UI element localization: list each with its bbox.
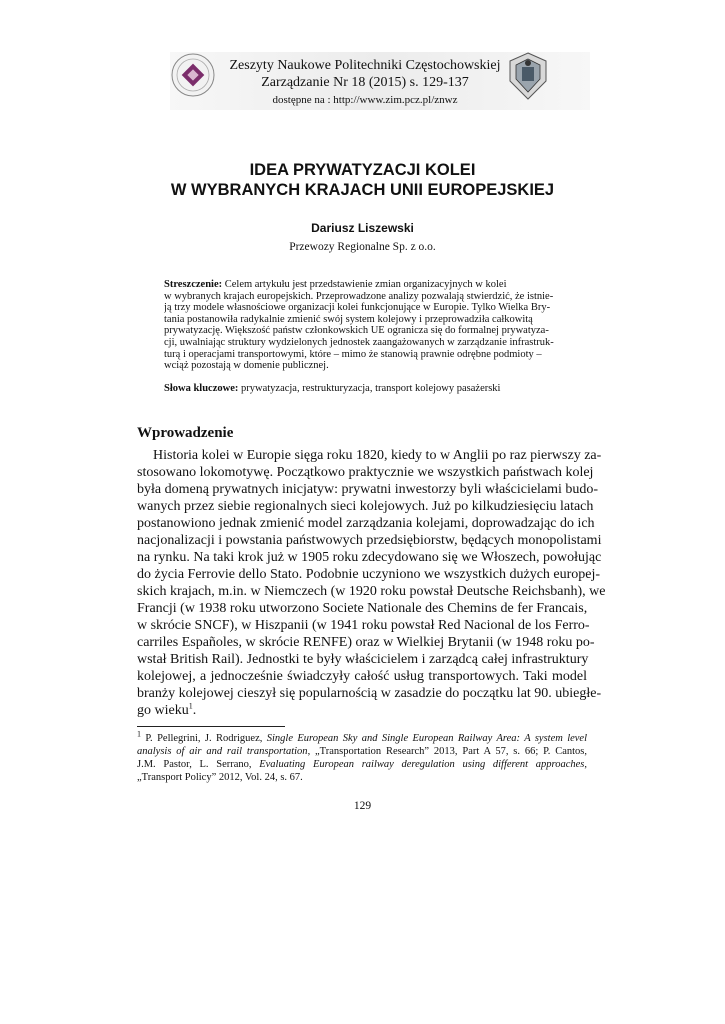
author-affiliation: Przewozy Regionalne Sp. z o.o. <box>289 241 436 253</box>
article-title-line1: IDEA PRYWATYZACJI KOLEI <box>249 161 476 179</box>
footnote-marker: 1 <box>137 729 141 739</box>
body-line-last: go wieku$^1$. <box>137 701 197 718</box>
body-line: skich krajach, m.in. w Niemczech (w 1920 roku powstał Deutsche Reichsbanh), we <box>137 584 606 599</box>
abstract-line: wciąż pozostają w domenie publicznej. <box>164 360 329 372</box>
abstract-line: tania postanowiła radykalnie zmienić swój system kolejowy i przeprowadziła całkowitą <box>164 313 533 325</box>
abstract-line: turą i operacjami transportowymi, które – mimo że stanowią prawnie odrębne podmioty – <box>164 348 542 360</box>
abstract-line: w wybranych krajach europejskich. Przeprowadzone analizy pozwalają stwierdzić, że istnie- <box>164 290 554 302</box>
journal-issue: Zarządzanie Nr 18 (2015) s. 129-137 <box>261 75 469 90</box>
body-line: w skrócie SNCF), w Hiszpanii (w 1941 roku powstał Red Nacional de los Ferro- <box>137 618 590 633</box>
journal-title: Zeszyty Naukowe Politechniki Częstochowskiej <box>229 58 501 73</box>
body-line: nacjonalizacji i powstania państwowych przedsiębiorstw, będących monopolistami <box>137 533 602 548</box>
body-line: do życia Ferrovie dello Stato. Podobnie uczyniono we wszystkich dużych europej- <box>137 567 601 582</box>
footnote-line: J.M. Pastor, L. Serrano, Evaluating European railway deregulation using different approaches, <box>137 759 587 770</box>
footnote-line: analysis of air and rail transportation, „Transportation Research” 2013, Part A 57, s. 66; P. Cantos, <box>137 746 587 757</box>
body-line: stosowano lokomotywę. Początkowo praktycznie we wszystkich państwach kolej <box>137 465 594 480</box>
body-line: branży kolejowej cieszył się popularnością w zasadzie do początku lat 90. ubiegłe- <box>137 686 602 701</box>
keywords: Słowa kluczowe: prywatyzacja, restrukturyzacja, transport kolejowy pasażerski <box>164 383 501 394</box>
body-line: carriles Españoles, w skrócie RENFE) oraz w Wielkiej Brytanii (w 1948 roku po- <box>137 635 595 650</box>
footnote-rule <box>137 726 285 727</box>
body-line: kolejowej, a jednocześnie świadczyły całość usług transportowych. Taki model <box>137 669 587 684</box>
abstract <box>164 279 564 372</box>
body-line: Francji (w 1938 roku utworzono Societe Nationale des Chemins de fer Francais, <box>137 601 588 616</box>
body-line: postanowiono jednak zmienić model zarządzania kolejami, doprowadzając do ich <box>137 516 595 531</box>
footnote-reference[interactable]: 1 <box>188 701 193 711</box>
section-heading: Wprowadzenie <box>137 425 234 441</box>
abstract-line: ją trzy modele własnościowe organizacji kolei funkcjonujące w Europie. Tylko Wielka Bry- <box>164 302 551 314</box>
university-seal-logo <box>170 52 216 98</box>
body-line: na rynku. Na taki krok już w 1905 roku zdecydowano się we Włoszech, powołując <box>137 550 602 565</box>
abstract-line: prywatyzację. Większość państw członkowskich UE ogranicza się do formalnej prywatyza- <box>164 325 549 337</box>
body-line: była domeną prywatnych inicjatyw: prywatni inwestorzy byli właścicielami budo- <box>137 482 599 497</box>
keywords-label: Słowa kluczowe: <box>164 383 239 394</box>
author-name: Dariusz Liszewski <box>311 221 414 235</box>
abstract-label: Streszczenie: <box>164 279 223 290</box>
body-line: wstał British Rail). Jednostki te były właścicielem i zarządcą całej infrastruktury <box>137 652 589 667</box>
article-title-line2: W WYBRANYCH KRAJACH UNII EUROPEJSKIEJ <box>170 181 555 199</box>
body-line: wanych przez siebie regionalnych sieci kolejowych. Już po kilkudziesięciu latach <box>137 499 594 514</box>
journal-url[interactable]: dostępne na : http://www.zim.pcz.pl/znwz <box>272 94 458 106</box>
abstract-line: cji, uwalniając struktury wydzielonych jednostek zaangażowanych w zarządzanie infrastruk- <box>164 336 554 348</box>
page-number: 129 <box>353 800 372 812</box>
footnote-line: „Transport Policy” 2012, Vol. 24, s. 67. <box>137 772 303 783</box>
abstract-line: Streszczenie: Celem artykułu jest przedstawienie zmian organizacyjnych w kolei <box>164 279 507 290</box>
body-line: Historia kolei w Europie sięga roku 1820, kiedy to w Anglii po raz pierwszy za- <box>153 448 602 463</box>
footnote-line: $^1$ P. Pellegrini, J. Rodriguez, Single European Sky and Single European Railway Area: A system level <box>137 729 588 744</box>
